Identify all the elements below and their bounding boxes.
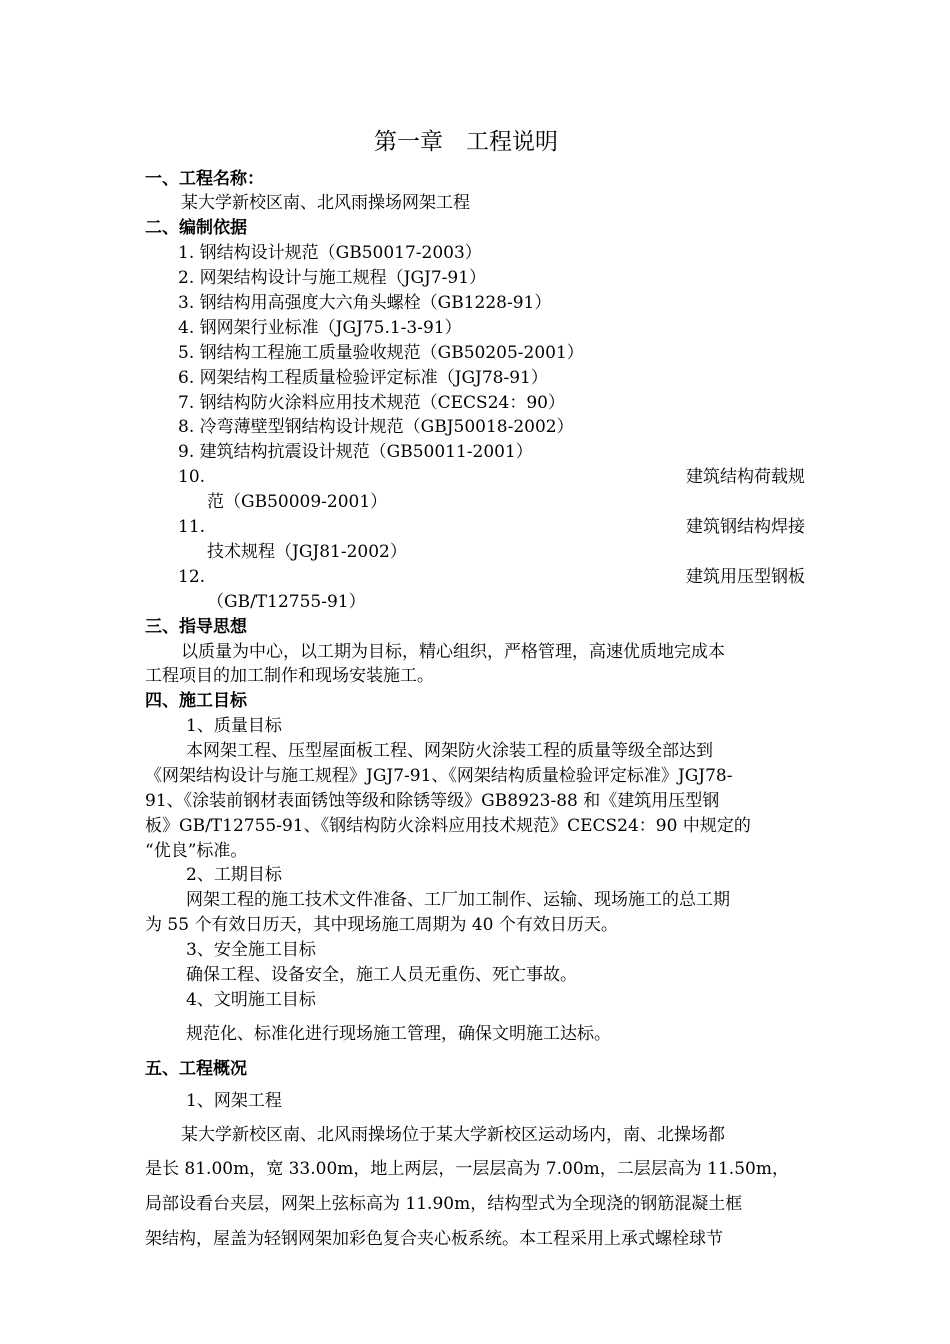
guiding-text: 以质量为中心，以工期为目标，精心组织，严格管理，高速优质地完成本: [181, 642, 725, 662]
civil-goal-title: 4、文明施工目标: [186, 990, 316, 1010]
chapter-title: 第一章 工程说明: [374, 129, 558, 155]
quality-goal-text: 本网架工程、压型屋面板工程、网架防火涂装工程的质量等级全部达到: [186, 741, 713, 761]
basis-item: 9. 建筑结构抗震设计规范（GB50011-2001）: [178, 442, 533, 462]
overview-text: 是长 81.00m，宽 33.00m，地上两层，一层层高为 7.00m，二层层高为 11.50m，: [145, 1159, 789, 1179]
basis-item-text: 建筑结构荷载规: [686, 467, 805, 487]
overview-text: 架结构，屋盖为轻钢网架加彩色复合夹心板系统。本工程采用上承式螺栓球节: [145, 1229, 723, 1249]
quality-goal-text: “优良”标准。: [145, 841, 248, 861]
basis-item-continuation: （GB/T12755-91）: [207, 592, 366, 612]
basis-item-text: 建筑钢结构焊接: [686, 517, 805, 537]
basis-item: 7. 钢结构防火涂料应用技术规范（CECS24：90）: [178, 393, 565, 413]
civil-goal-text: 规范化、标准化进行现场施工管理，确保文明施工达标。: [186, 1024, 611, 1044]
quality-goal-text: 板》GB/T12755-91、《钢结构防火涂料应用技术规范》CECS24：90 中规定的: [145, 816, 751, 836]
quality-goal-text: 91、《涂装前钢材表面锈蚀等级和除锈等级》GB8923-88 和《建筑用压型钢: [145, 791, 720, 811]
basis-item-continuation: 技术规程（JGJ81-2002）: [207, 542, 407, 562]
section-5-heading: 五、工程概况: [145, 1059, 247, 1079]
period-goal-text: 网架工程的施工技术文件准备、工厂加工制作、运输、现场施工的总工期: [186, 890, 730, 910]
section-4-heading: 四、施工目标: [145, 691, 247, 711]
project-name: 某大学新校区南、北风雨操场网架工程: [181, 193, 470, 213]
quality-goal-text: 《网架结构设计与施工规程》JGJ7-91、《网架结构质量检验评定标准》JGJ78-: [145, 766, 733, 786]
basis-item-number: 12.: [178, 567, 206, 587]
basis-item-text: 建筑用压型钢板: [686, 567, 805, 587]
basis-item-continuation: 范（GB50009-2001）: [207, 492, 388, 512]
overview-text: 某大学新校区南、北风雨操场位于某大学新校区运动场内，南、北操场都: [181, 1125, 725, 1145]
basis-item-number: 10.: [178, 467, 206, 487]
basis-item: 8. 冷弯薄壁型钢结构设计规范（GBJ50018-2002）: [178, 417, 574, 437]
section-3-heading: 三、指导思想: [145, 617, 247, 637]
guiding-text: 工程项目的加工制作和现场安装施工。: [145, 666, 434, 686]
basis-item: 6. 网架结构工程质量检验评定标准（JGJ78-91）: [178, 368, 548, 388]
basis-item: 4. 钢网架行业标准（JGJ75.1-3-91）: [178, 318, 462, 338]
basis-item: 2. 网架结构设计与施工规程（JGJ7-91）: [178, 268, 487, 288]
basis-item: 1. 钢结构设计规范（GB50017-2003）: [178, 243, 482, 263]
quality-goal-title: 1、质量目标: [186, 716, 282, 736]
basis-item-number: 11.: [178, 517, 206, 537]
safety-goal-text: 确保工程、设备安全，施工人员无重伤、死亡事故。: [186, 965, 577, 985]
overview-subtitle: 1、网架工程: [186, 1091, 282, 1111]
safety-goal-title: 3、安全施工目标: [186, 940, 316, 960]
section-2-heading: 二、编制依据: [145, 218, 247, 238]
section-1-heading: 一、工程名称：: [145, 169, 264, 189]
overview-text: 局部设看台夹层，网架上弦标高为 11.90m，结构型式为全现浇的钢筋混凝土框: [145, 1194, 743, 1214]
basis-item: 3. 钢结构用高强度大六角头螺栓（GB1228-91）: [178, 293, 552, 313]
basis-item: 5. 钢结构工程施工质量验收规范（GB50205-2001）: [178, 343, 584, 363]
period-goal-text: 为 55 个有效日历天，其中现场施工周期为 40 个有效日历天。: [145, 915, 618, 935]
period-goal-title: 2、工期目标: [186, 865, 282, 885]
